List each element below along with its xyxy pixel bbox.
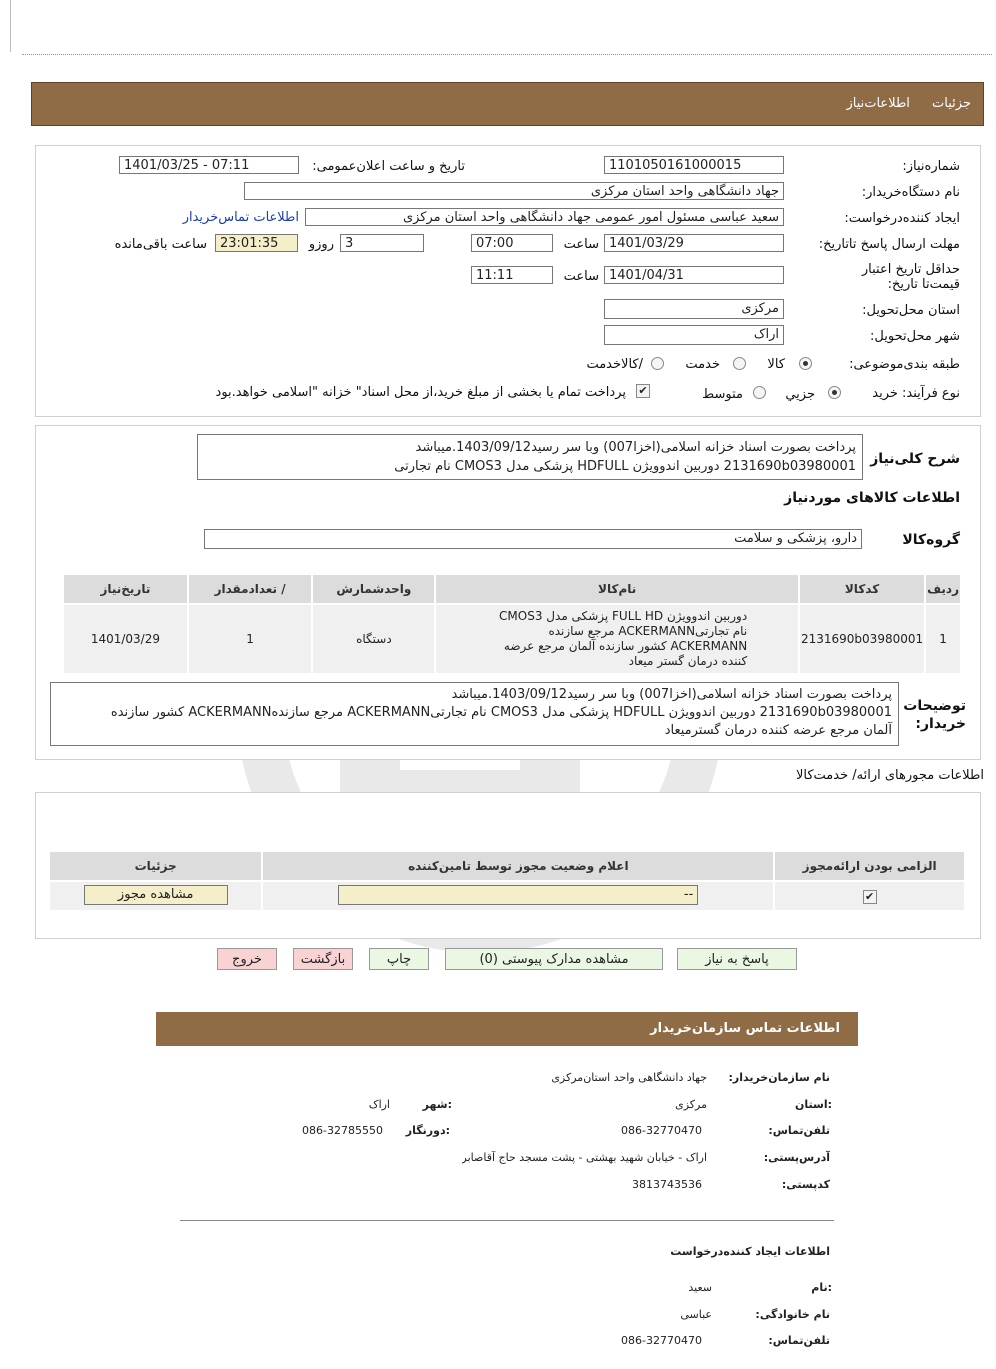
creator-last-label: نام خانوادگی: <box>755 1308 830 1321</box>
org-postal-value: 3813743536 <box>632 1178 702 1191</box>
creator-first-value: سعید <box>688 1281 712 1294</box>
validity-label: حداقل تاریخ اعتبار قیمت‌تا تاریخ: <box>861 262 960 292</box>
validity-time-field: 11:11 <box>471 266 553 284</box>
org-fax-value: 086-32785550 <box>302 1124 383 1137</box>
category-label: طبقه بندی‌موضوعی: <box>849 357 960 372</box>
buyer-notes-line-2: 2131690b03980001 دوربین اندوویژن HDFULL پزشکی مدل CMOS3 نام تجارتیACKERMANN مرجع سازندهACKERMANN کشور سازنده <box>110 705 892 720</box>
view-permit-button[interactable]: مشاهده مجوز <box>84 885 228 905</box>
creator-phone-value: 086-32770470 <box>621 1334 702 1347</box>
required-checkbox[interactable]: ✔ <box>863 890 877 904</box>
view-attachments-button[interactable]: مشاهده مدارک پیوستی (0) <box>445 948 663 970</box>
col-qty: / تعدادمقدار <box>188 574 313 604</box>
creator-last-value: عباسی <box>680 1308 712 1321</box>
org-contact-title: اطلاعات تماس سازمان‌خریدار <box>650 1021 840 1036</box>
col-required: الزامی بودن ارائه‌مجوز <box>774 851 965 881</box>
col-status: اعلام وضعیت مجوز توسط تامین‌کننده <box>262 851 774 881</box>
creator-field: سعید عباسی مسئول امور عمومی جهاد دانشگاهی واحد استان مرکزی <box>305 208 784 226</box>
process-partial-label: جزیي <box>785 387 815 402</box>
category-goods-label: کالا <box>767 357 785 372</box>
org-province-label: :استان <box>795 1098 832 1111</box>
description-line-2: 2131690b03980001 دوربین اندوویژن HDFULL پزشکی مدل CMOS3 نام تجارتی <box>394 459 856 474</box>
page-header <box>31 82 984 126</box>
remaining-time-field: 23:01:35 <box>215 234 298 252</box>
need-number-field: 1101050161000015 <box>604 156 784 174</box>
description-box <box>197 434 863 480</box>
description-label: شرح کلی‌نیاز <box>870 451 960 467</box>
creator-first-label: :نام <box>811 1281 832 1294</box>
category-service-label: خدمت <box>685 357 720 372</box>
payment-text: پرداخت تمام یا بخشی از مبلغ خرید،از محل اسناد" خزانه "اسلامی خواهد.بود <box>215 385 626 400</box>
org-contact-header <box>156 1012 858 1046</box>
cell-code: 2131690b03980001 <box>799 604 925 674</box>
creator-info-title: اطلاعات ایجاد کننده‌درخواست <box>670 1245 830 1258</box>
section-divider <box>180 1220 834 1221</box>
page-edge-line <box>10 0 11 52</box>
deadline-time-field: 07:00 <box>471 234 553 252</box>
validity-time-label: ساعت <box>563 269 599 284</box>
org-phone-label: تلفن‌تماس: <box>768 1124 830 1137</box>
deadline-time-label: ساعت <box>563 237 599 252</box>
permits-table <box>48 850 966 912</box>
province-label: استان محل‌تحویل: <box>862 303 960 318</box>
col-name: نام‌کالا <box>435 574 799 604</box>
col-code: کدکالا <box>799 574 925 604</box>
buyer-label: نام دستگاه‌خریدار: <box>861 185 960 200</box>
goods-table <box>62 573 962 675</box>
buyer-notes-box <box>50 682 899 746</box>
days-label: روزو <box>308 237 334 252</box>
cell-qty: 1 <box>188 604 313 674</box>
city-label: شهر محل‌تحویل: <box>870 329 960 344</box>
process-medium-radio[interactable] <box>753 386 766 399</box>
tab-need-info[interactable]: اطلاعات‌نیاز <box>846 96 910 111</box>
org-city-value: اراک <box>368 1098 390 1111</box>
col-details: جزئیات <box>49 851 262 881</box>
deadline-label: مهلت ارسال پاسخ تا‌تاریخ: <box>818 237 960 252</box>
category-service-radio[interactable] <box>733 357 746 370</box>
creator-label: ایجاد کننده‌درخواست: <box>844 211 960 226</box>
col-unit: واحدشمارش <box>312 574 435 604</box>
back-button[interactable]: بازگشت <box>293 948 353 970</box>
goods-info-title: اطلاعات کالاهای موردنیاز <box>784 490 960 506</box>
org-address-label: آدرس‌پستی: <box>763 1151 830 1164</box>
days-field: 3 <box>340 234 424 252</box>
tab-details[interactable]: جزئیات <box>932 96 971 111</box>
table-row <box>49 881 965 911</box>
buyer-notes-line-1: پرداخت بصورت اسناد خزانه اسلامی(اخزا007) وبا سر رسید1403/09/12.میباشد <box>451 687 892 702</box>
cell-required <box>774 881 965 911</box>
permit-status-field[interactable]: -- <box>338 885 698 905</box>
print-button[interactable]: چاپ <box>369 948 429 970</box>
announce-label: تاریخ و ساعت اعلان‌عمومی: <box>312 159 465 174</box>
category-both-label: /کالاخدمت <box>586 357 643 372</box>
cell-name-text: دوربین اندوویژن FULL HD پزشکی مدل CMOS3 نام تجارتیACKERMANN مرجع سازنده ACKERMANN کشور سازنده آلمان مرجع عرضه کننده درمان گستر میعاد <box>499 609 748 668</box>
goods-group-field: دارو، پزشکی و سلامت <box>204 529 862 549</box>
org-province-value: مرکزی <box>675 1098 707 1111</box>
org-phone-value: 086-32770470 <box>621 1124 702 1137</box>
reply-button[interactable]: پاسخ به نیاز <box>677 948 797 970</box>
process-medium-label: متوسط <box>702 387 743 402</box>
goods-group-label: گروه‌کالا <box>902 532 960 548</box>
process-label: نوع فرآیند: خرید <box>872 386 960 401</box>
city-field: اراک <box>604 325 784 345</box>
process-partial-radio[interactable] <box>828 386 841 399</box>
cell-status <box>262 881 774 911</box>
exit-button[interactable]: خروج <box>217 948 277 970</box>
payment-checkbox[interactable]: ✔ <box>636 384 650 398</box>
org-address-value: اراک - خیابان شهید بهشتی - پشت مسجد حاج آقاصابر <box>461 1151 707 1164</box>
cell-details <box>49 881 262 911</box>
creator-phone-label: تلفن‌تماس: <box>768 1334 830 1347</box>
separator <box>22 54 992 55</box>
org-city-label: :شهر <box>422 1098 452 1111</box>
buyer-notes-label: توضیحات خریدار: <box>903 698 966 732</box>
announce-field: 1401/03/25 - 07:11 <box>119 156 299 174</box>
category-both-radio[interactable] <box>651 357 664 370</box>
cell-name <box>435 604 799 674</box>
description-line-1: پرداخت بصورت اسناد خزانه اسلامی(اخزا007) وبا سر رسید1403/09/12.میباشد <box>415 440 856 455</box>
validity-date-field: 1401/04/31 <box>604 266 784 284</box>
province-field: مرکزی <box>604 299 784 319</box>
cell-row: 1 <box>925 604 961 674</box>
cell-date: 1401/03/29 <box>63 604 188 674</box>
buyer-field: جهاد دانشگاهی واحد استان مرکزی <box>244 182 784 200</box>
org-name-label: نام سازمان‌خریدار: <box>728 1071 830 1084</box>
col-row: ردیف <box>925 574 961 604</box>
category-goods-radio[interactable] <box>799 357 812 370</box>
table-row <box>63 604 961 674</box>
buyer-notes-line-3: آلمان مرجع عرضه کننده درمان گسترمیعاد <box>664 723 892 738</box>
buyer-contact-link[interactable]: اطلاعات تماس‌خریدار <box>182 210 299 225</box>
permits-title: اطلاعات مجورهای ارائه/ خدمت‌کالا <box>795 768 984 783</box>
deadline-date-field: 1401/03/29 <box>604 234 784 252</box>
remaining-label: ساعت باقی‌مانده <box>114 237 207 252</box>
cell-unit: دستگاه <box>312 604 435 674</box>
col-date: تاریخ‌نیاز <box>63 574 188 604</box>
org-postal-label: کدپستی: <box>781 1178 830 1191</box>
need-number-label: شماره‌نیاز: <box>902 159 960 174</box>
org-fax-label: :دورنگار <box>405 1124 450 1137</box>
org-name-value: جهاد دانشگاهی واحد استان‌مرکزی <box>551 1071 707 1084</box>
